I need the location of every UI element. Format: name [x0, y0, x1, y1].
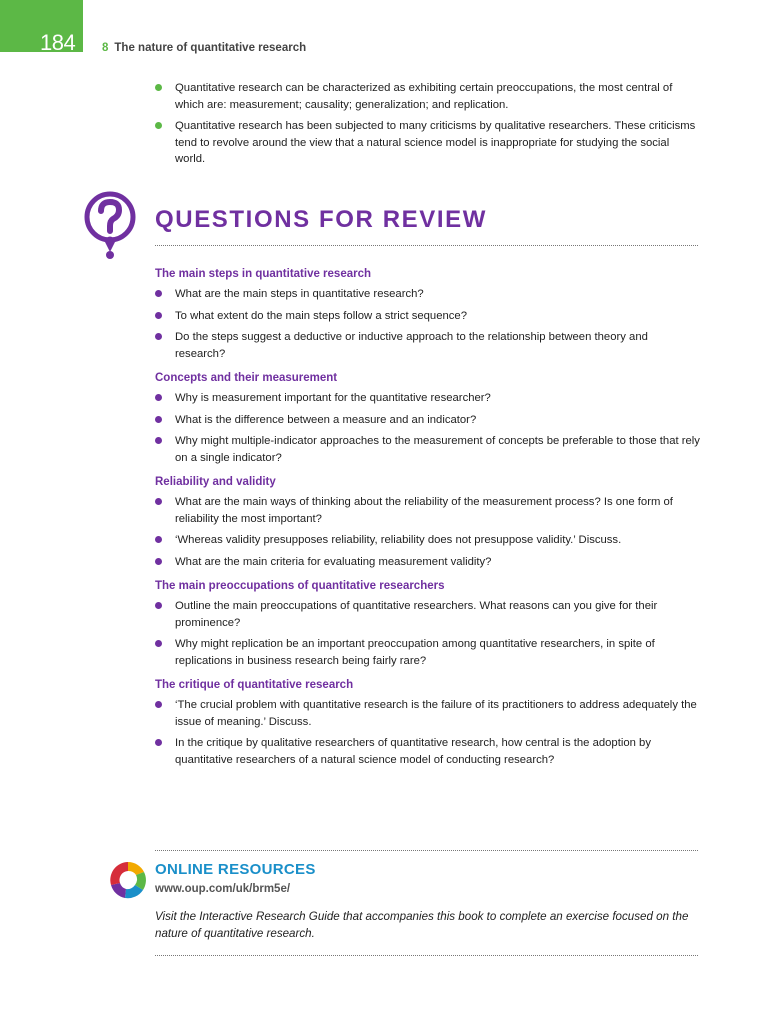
section-heading: The main preoccupations of quantitative researchers [155, 580, 445, 592]
divider [155, 955, 698, 956]
page-number: 184 [40, 30, 76, 55]
section-heading: The critique of quantitative research [155, 679, 354, 691]
review-section [155, 580, 700, 669]
review-question: Do the steps suggest a deductive or inductive approach to the relationship between theory and research? [155, 329, 700, 362]
chapter-title: The nature of quantitative research [114, 42, 307, 54]
summary-list [155, 80, 700, 173]
review-question: Outline the main preoccupations of quantitative researchers. What reasons can you give for their prominence? [155, 598, 700, 631]
online-resources-ring-icon [108, 860, 148, 900]
review-section [155, 372, 700, 466]
review-question: Why is measurement important for the quantitative researcher? [155, 390, 700, 407]
review-question: Why might replication be an important preoccupation among quantitative researchers, in spite of replications in business research being fairly rare? [155, 636, 700, 669]
review-question: ‘The crucial problem with quantitative research is the failure of its practitioners to address adequately the issue of meaning.’ Discuss. [155, 697, 700, 730]
online-resources-title: ONLINE RESOURCES [155, 861, 316, 878]
review-section [155, 679, 700, 768]
section-heading: Reliability and validity [155, 476, 276, 488]
online-resources-description: Visit the Interactive Research Guide that accompanies this book to complete an exercise focused on the nature of quantitative research. [155, 910, 689, 940]
summary-point: Quantitative research can be characterized as exhibiting certain preoccupations, the most central of which are: measurement; causality; generalization; and replication. [155, 80, 700, 113]
section-heading: The main steps in quantitative research [155, 268, 372, 280]
review-questions [155, 268, 700, 778]
summary-point: Quantitative research has been subjected to many criticisms by qualitative researchers. These criticisms tend to revolve around the view that a natural science model is inappropriate for studying the social world. [155, 118, 700, 168]
review-question: In the critique by qualitative researchers of quantitative research, how central is the adoption by quantitative researchers of a natural science model of conducting research? [155, 735, 700, 768]
review-question: What are the main criteria for evaluating measurement validity? [155, 554, 700, 571]
review-question: What is the difference between a measure and an indicator? [155, 412, 700, 429]
review-question: What are the main steps in quantitative research? [155, 286, 700, 303]
divider [155, 850, 698, 851]
review-section [155, 476, 700, 570]
review-section [155, 268, 700, 362]
review-question: Why might multiple-indicator approaches to the measurement of concepts be preferable to those that rely on a single indicator? [155, 433, 700, 466]
online-resources-url[interactable]: www.oup.com/uk/brm5e/ [155, 883, 291, 895]
review-question: What are the main ways of thinking about the reliability of the measurement process? Is one form of reliability the most important? [155, 494, 700, 527]
running-head [102, 42, 306, 54]
chapter-number: 8 [102, 42, 109, 54]
divider [155, 245, 698, 246]
questions-for-review-title: QUESTIONS FOR REVIEW [155, 206, 488, 233]
review-question: ‘Whereas validity presupposes reliability, reliability does not presuppose validity.’ Discuss. [155, 532, 700, 549]
section-heading: Concepts and their measurement [155, 372, 338, 384]
review-question: To what extent do the main steps follow a strict sequence? [155, 308, 700, 325]
question-mark-icon [83, 190, 137, 260]
